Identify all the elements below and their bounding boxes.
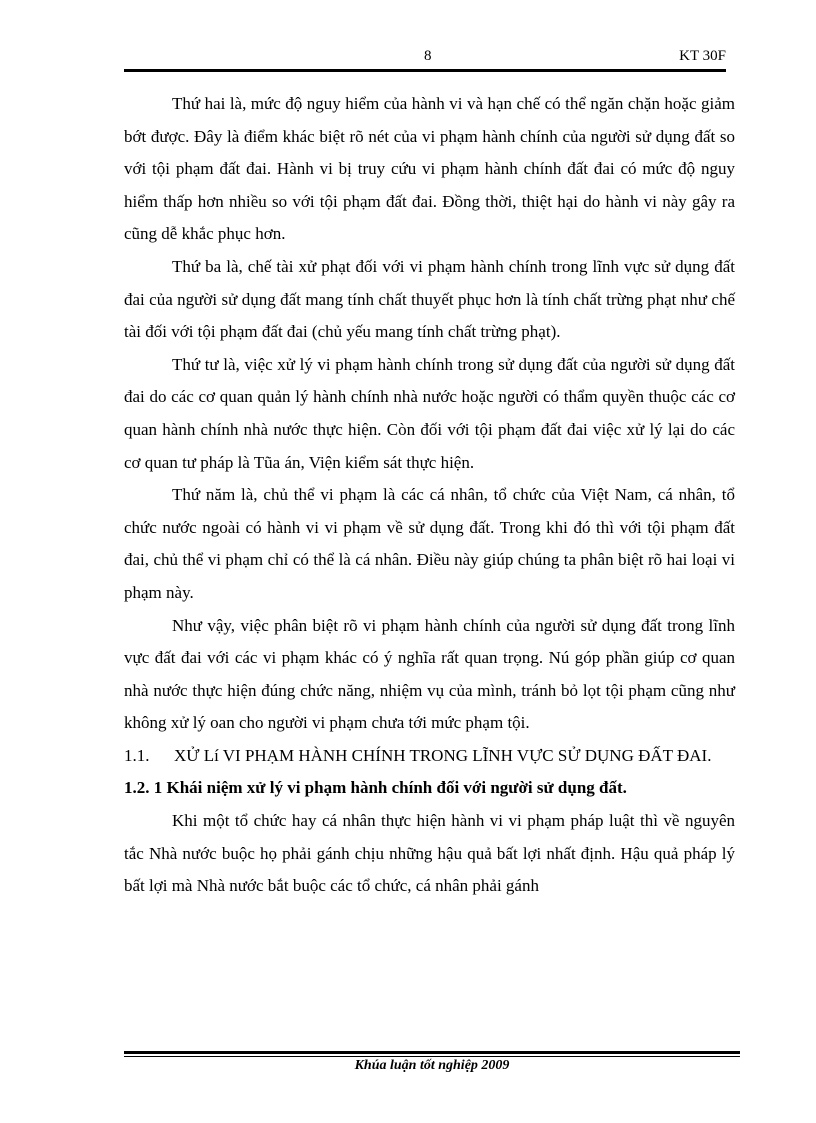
section-number: 1.1. — [124, 745, 150, 765]
paragraph-khai-niem: Khi một tổ chức hay cá nhân thực hiện hành vi vi phạm pháp luật thì về nguyên tắc Nhà nước buộc họ phải gánh chịu những hậu quả bất lợi nhất định. Hậu quả pháp lý bất lợi mà Nhà nước bắt buộc các tổ chức, cá nhân phải gánh — [124, 811, 735, 896]
page-number: 8 — [424, 48, 432, 64]
paragraph-thu-nam: Thứ năm là, chủ thể vi phạm là các cá nhân, tổ chức của Việt Nam, cá nhân, tổ chức nước ngoài có hành vi vi phạm về sử dụng đất. Trong khi đó thì với tội phạm đất đai, chủ thể vi phạm chỉ có thể là cá nhân. Điều này giúp chúng ta phân biệt rõ hai loại vi phạm này. — [124, 485, 735, 602]
document-code: KT 30F — [679, 48, 726, 64]
section-title: XỬ Lí VI PHẠM HÀNH CHÍNH TRONG LĨNH VỰC SỬ DỤNG ĐẤT ĐAI. — [174, 745, 712, 765]
footer-rule-thick — [124, 1051, 740, 1054]
footer-text: Khúa luận tốt nghiệp 2009 — [354, 1058, 510, 1073]
header-rule — [124, 69, 726, 72]
paragraph-thu-tu: Thứ tư là, việc xử lý vi phạm hành chính trong sử dụng đất của người sử dụng đất đai do các cơ quan quản lý hành chính nhà nước hoặc người có thẩm quyền thuộc các cơ quan hành chính nhà nước thực hiện. Còn đối với tội phạm đất đai việc xử lý lại do các cơ quan tư pháp là Tũa án, Viện kiểm sát thực hiện. — [124, 354, 735, 472]
paragraph-thu-ba: Thứ ba là, chế tài xử phạt đối với vi phạm hành chính trong lĩnh vực sử dụng đất đai của người sử dụng đất mang tính chất thuyết phục hơn là tính chất trừng phạt như chế tài đối với tội phạm đất đai (chủ yếu mang tính chất trừng phạt). — [124, 256, 735, 342]
paragraph-nhu-vay: Như vậy, việc phân biệt rõ vi phạm hành chính của người sử dụng đất trong lĩnh vực đất đai với các vi phạm khác có ý nghĩa rất quan trọng. Nú góp phần giúp cơ quan nhà nước thực hiện đúng chức năng, nhiệm vụ của mình, tránh bỏ lọt tội phạm cũng như không xử lý oan cho người vi phạm chưa tới mức phạm tội. — [124, 615, 735, 733]
section-heading — [124, 740, 735, 773]
subsection-heading: 1.2. 1 Khái niệm xử lý vi phạm hành chính đối với người sử dụng đất. — [124, 778, 627, 798]
paragraph-thu-hai: Thứ hai là, mức độ nguy hiểm của hành vi và hạn chế có thể ngăn chặn hoặc giảm bớt được. Đây là điểm khác biệt rõ nét của vi phạm hành chính của người sử dụng đất so với tội phạm đất đai. Hành vi bị truy cứu vi phạm hành chính đất đai có mức độ nguy hiểm thấp hơn nhiều so với tội phạm đất đai. Đồng thời, thiệt hại do hành vi này gây ra cũng dễ khắc phục hơn. — [124, 94, 735, 244]
body-text — [124, 88, 735, 903]
page-header — [124, 46, 726, 68]
footer-rule-thin — [124, 1056, 740, 1057]
